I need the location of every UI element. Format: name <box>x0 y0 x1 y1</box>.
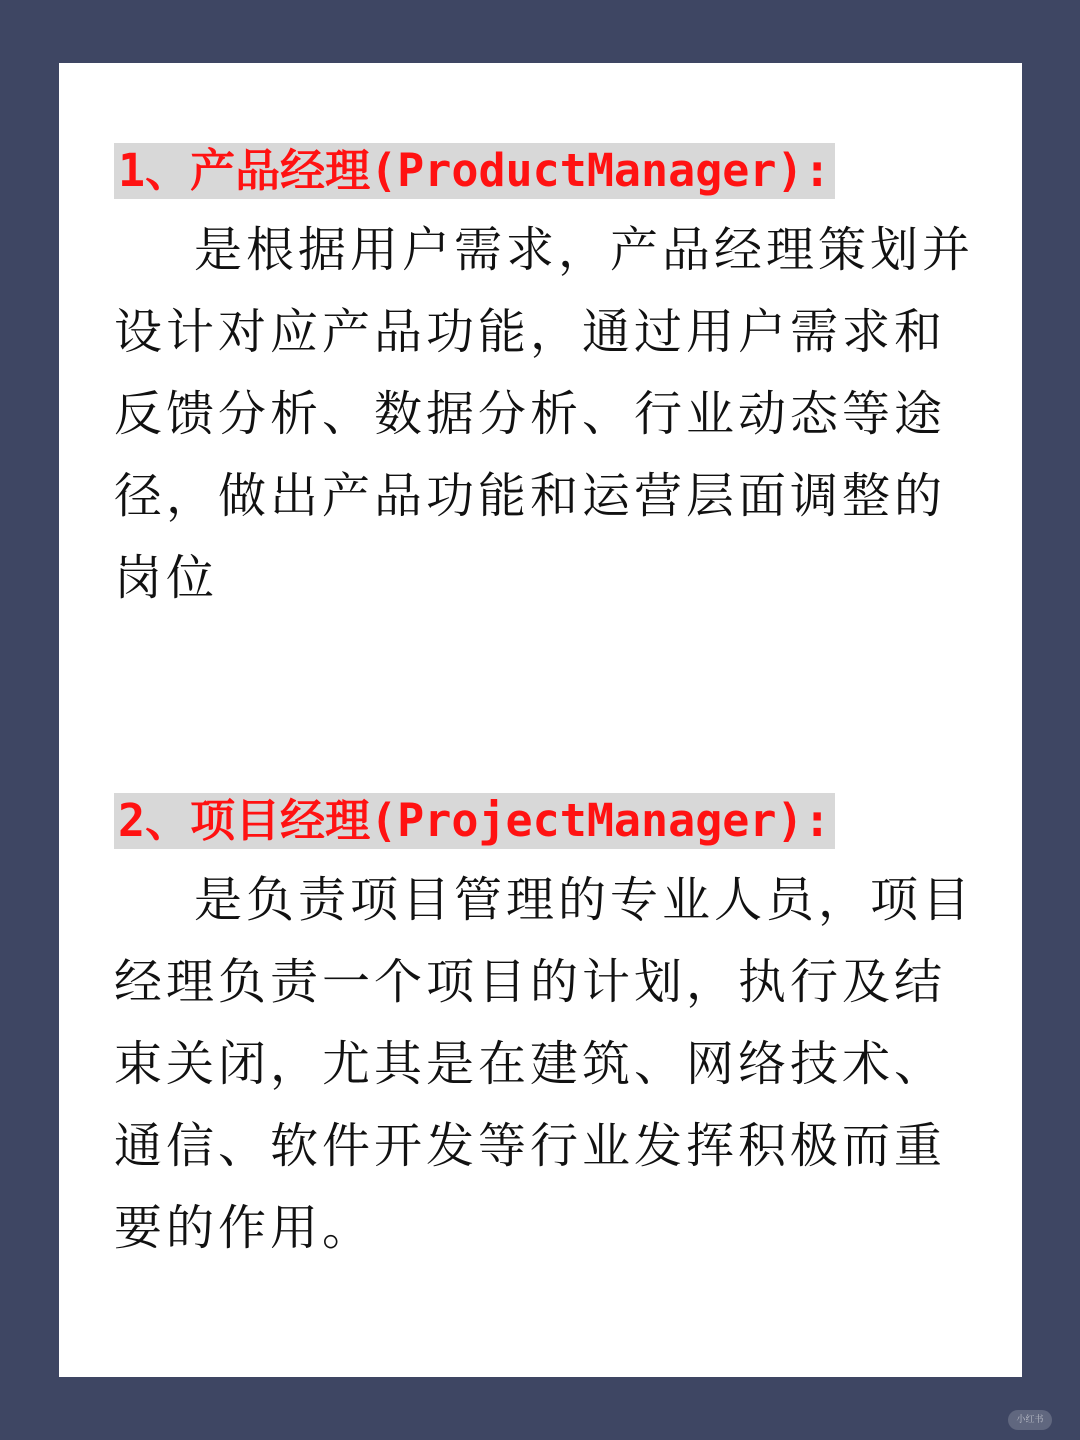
section-project-manager <box>114 793 994 1269</box>
heading-product-manager: 1、产品经理(ProductManager): <box>114 143 835 199</box>
body-project-manager: 是负责项目管理的专业人员，项目经理负责一个项目的计划，执行及结束关闭，尤其是在建筑、网络技术、通信、软件开发等行业发挥积极而重要的作用。 <box>114 872 975 1256</box>
section-product-manager <box>114 143 994 619</box>
content-card <box>59 63 1022 1377</box>
heading-project-manager: 2、项目经理(ProjectManager): <box>114 793 835 849</box>
watermark-logo: 小红书 <box>1008 1410 1052 1430</box>
body-product-manager: 是根据用户需求，产品经理策划并设计对应产品功能，通过用户需求和反馈分析、数据分析、行业动态等途径，做出产品功能和运营层面调整的岗位 <box>114 222 975 606</box>
